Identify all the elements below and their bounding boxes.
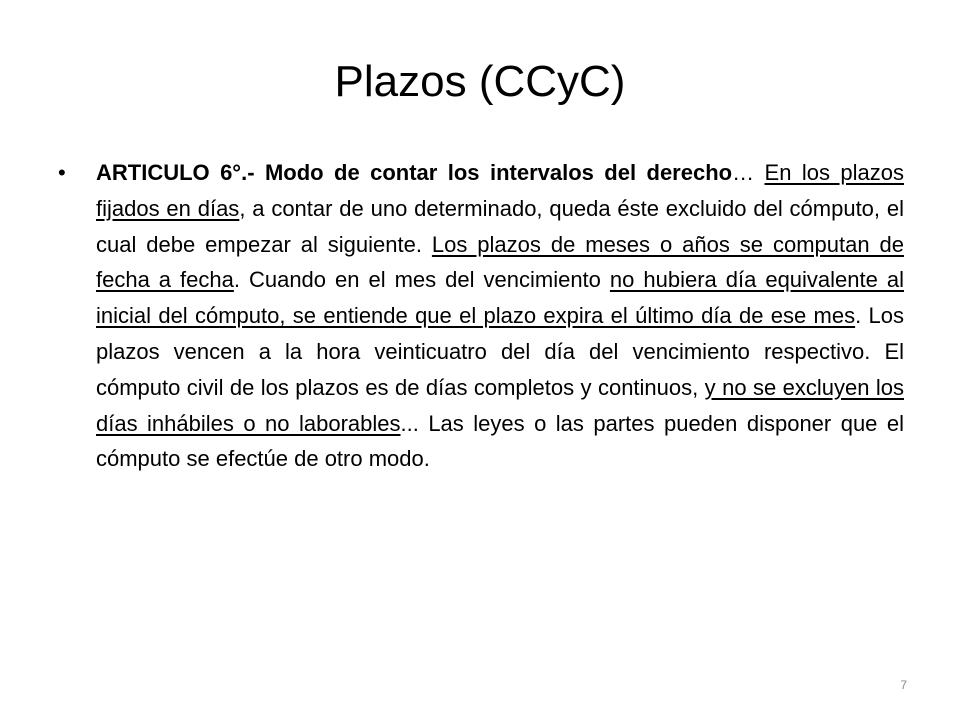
text-segment: , a contar de uno determinado, queda éste excluido del cómputo, el cual debe empezar al siguiente. (96, 195, 904, 257)
text-segment: . Los plazos vencen a la hora veinticuatro del día del vencimiento respectivo. El cómputo civil de los plazos es de días completos y continuos, (96, 303, 905, 400)
text-segment: ... Las leyes o las partes pueden disponer que el cómputo se efectúe de otro modo. (96, 410, 905, 472)
underlined-segment: Los plazos de meses o años se computan de fecha a fecha (96, 231, 904, 293)
bullet-marker: • (58, 160, 66, 185)
text-segment: … (732, 160, 765, 185)
underlined-segment: no hubiera día equivalente al inicial del cómputo, se entiende que el plazo expira el último día de ese mes (96, 267, 904, 329)
article-paragraph (96, 155, 904, 477)
slide-title: Plazos (CCyC) (334, 57, 626, 106)
underlined-segment: En los plazos fijados en días (96, 160, 904, 221)
article-heading: ARTICULO 6°.- Modo de contar los intervalos del derecho (96, 160, 733, 185)
underlined-segment: y no se excluyen los días inhábiles o no laborables (96, 374, 905, 436)
text-segment: . Cuando en el mes del vencimiento (233, 267, 610, 293)
page-number: 7 (900, 678, 907, 692)
